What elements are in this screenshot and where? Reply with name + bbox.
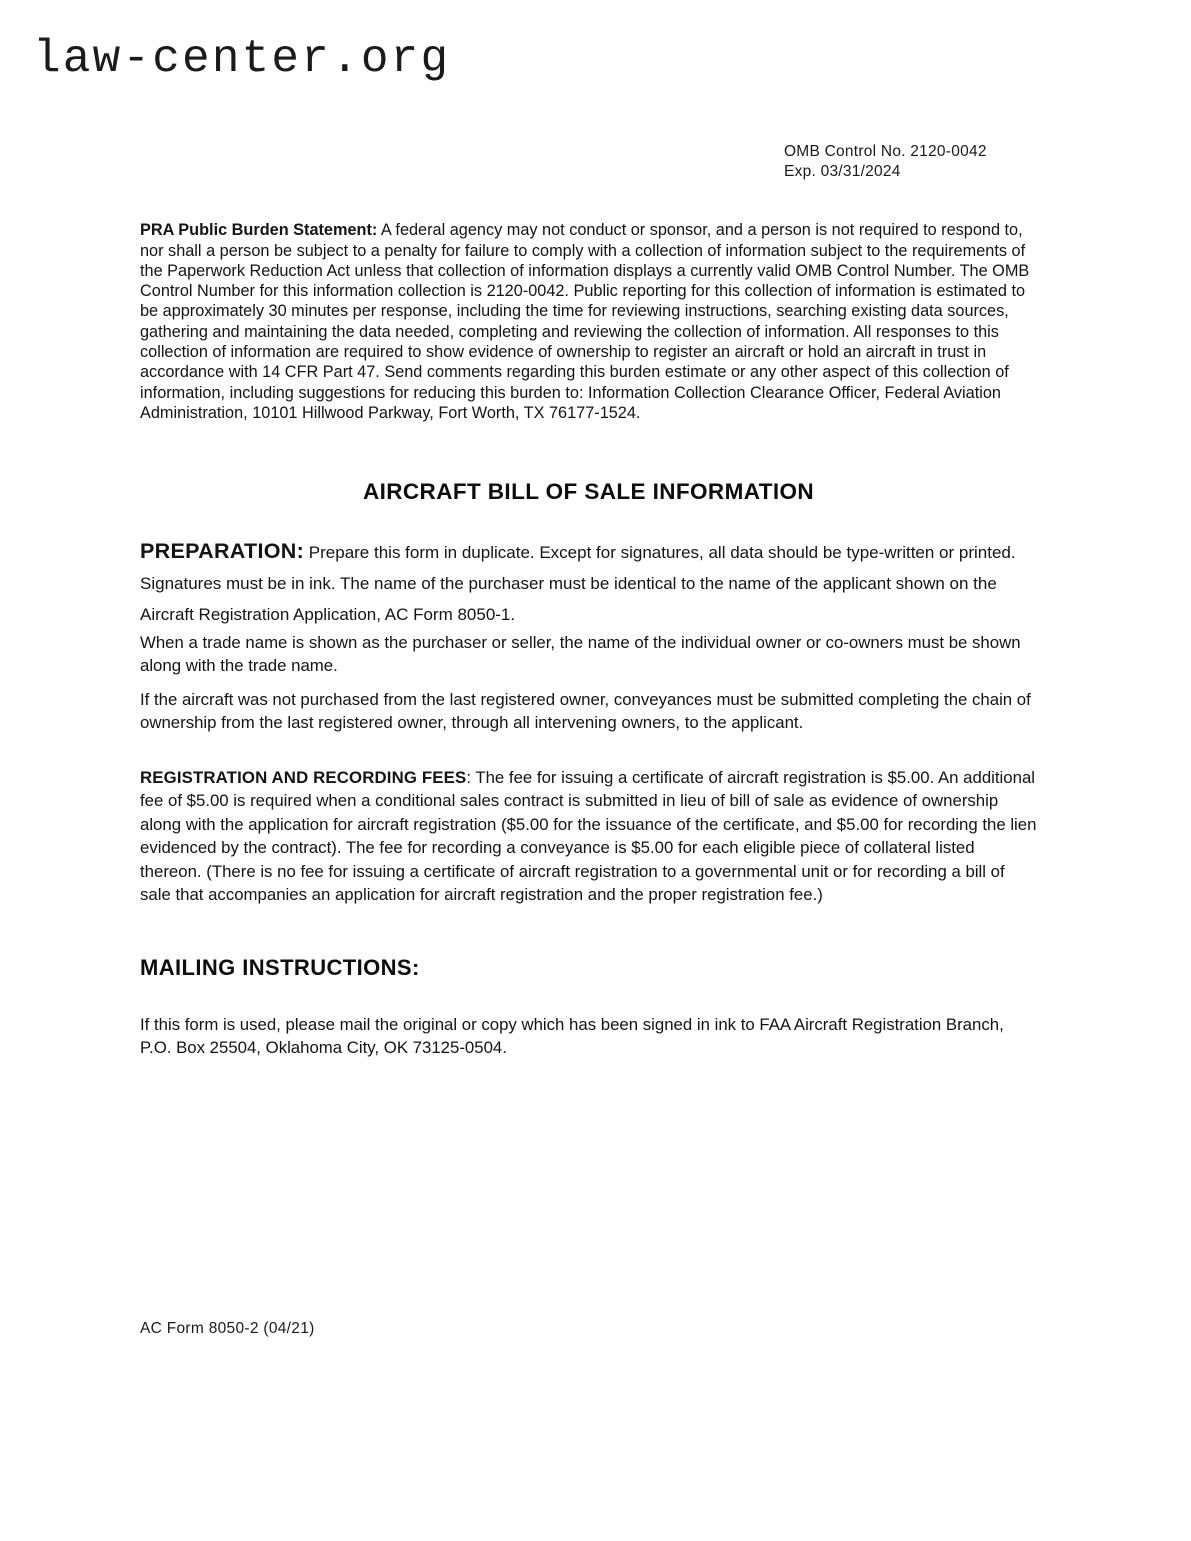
pra-statement-body: A federal agency may not conduct or sponsor, and a person is not required to respond to, nor shall a person be subject to a penalty for failure to comply with a collection of information subject to the requirements of the Paperwork Reduction Act unless that collection of information displays a currently valid OMB Control Number. The OMB Control Number for this information collection is 2120-0042. Public reporting for this collection of information is estimated to be approximately 30 minutes per response, including the time for reviewing instructions, searching existing data sources, gathering and maintaining the data needed, completing and reviewing the collection of information. All responses to this collection of information are required to show evidence of ownership to register an aircraft or hold an aircraft in trust in accordance with 14 CFR Part 47. Send comments regarding this burden estimate or any other aspect of this collection of information, including suggestions for reducing this burden to: Information Collection Clearance Officer, Federal Aviation Administration, 10101 Hillwood Parkway, Fort Worth, TX 76177-1524.: [140, 221, 1030, 422]
trade-name-paragraph: When a trade name is shown as the purchaser or seller, the name of the individual owner or co-owners must be shown along with the trade name.: [140, 632, 1021, 676]
conveyances-paragraph: If the aircraft was not purchased from the last registered owner, conveyances must be submitted completing the chain of ownership from the last registered owner, through all intervening owners, to the applicant.: [140, 689, 1031, 733]
registration-fees-label: REGISTRATION AND RECORDING FEES: [140, 767, 467, 787]
site-watermark: law-center.org: [33, 33, 451, 85]
preparation-body: Prepare this form in duplicate. Except for signatures, all data should be type-written or printed. Signatures must be in ink. The name of the purchaser must be identical to the name of the applicant shown on the Aircraft Registration Application, AC Form 8050-1.: [140, 543, 1016, 624]
form-identifier-footer: AC Form 8050-2 (04/21): [140, 1320, 315, 1337]
registration-fees-body: : The fee for issuing a certificate of aircraft registration is $5.00. An additional fee of $5.00 is required when a conditional sales contract is submitted in lieu of bill of sale as evidence of ownership along with the application for aircraft registration ($5.00 for the issuance of the certificate, and $5.00 for recording the lien evidenced by the contract). The fee for recording a conveyance is $5.00 for each eligible piece of collateral listed thereon. (There is no fee for issuing a certificate of aircraft registration to a governmental unit or for recording a bill of sale that accompanies an application for aircraft registration and the proper registration fee.): [140, 767, 1037, 905]
mailing-instructions-body: If this form is used, please mail the original or copy which has been signed in ink to FAA Aircraft Registration Branch, P.O. Box 25504, Oklahoma City, OK 73125-0504.: [140, 1014, 1004, 1058]
mailing-instructions-heading: MAILING INSTRUCTIONS:: [140, 955, 420, 981]
page-title: AIRCRAFT BILL OF SALE INFORMATION: [362, 479, 815, 505]
registration-fees-section: [140, 766, 1037, 907]
preparation-section: [140, 536, 1037, 630]
omb-control-block: [784, 142, 987, 182]
pra-statement-label: PRA Public Burden Statement:: [140, 221, 378, 240]
pra-burden-statement: [140, 220, 1037, 423]
preparation-label: PREPARATION:: [140, 539, 305, 563]
omb-control-number: OMB Control No. 2120-0042: [784, 143, 987, 160]
omb-expiration-date: Exp. 03/31/2024: [784, 163, 901, 180]
